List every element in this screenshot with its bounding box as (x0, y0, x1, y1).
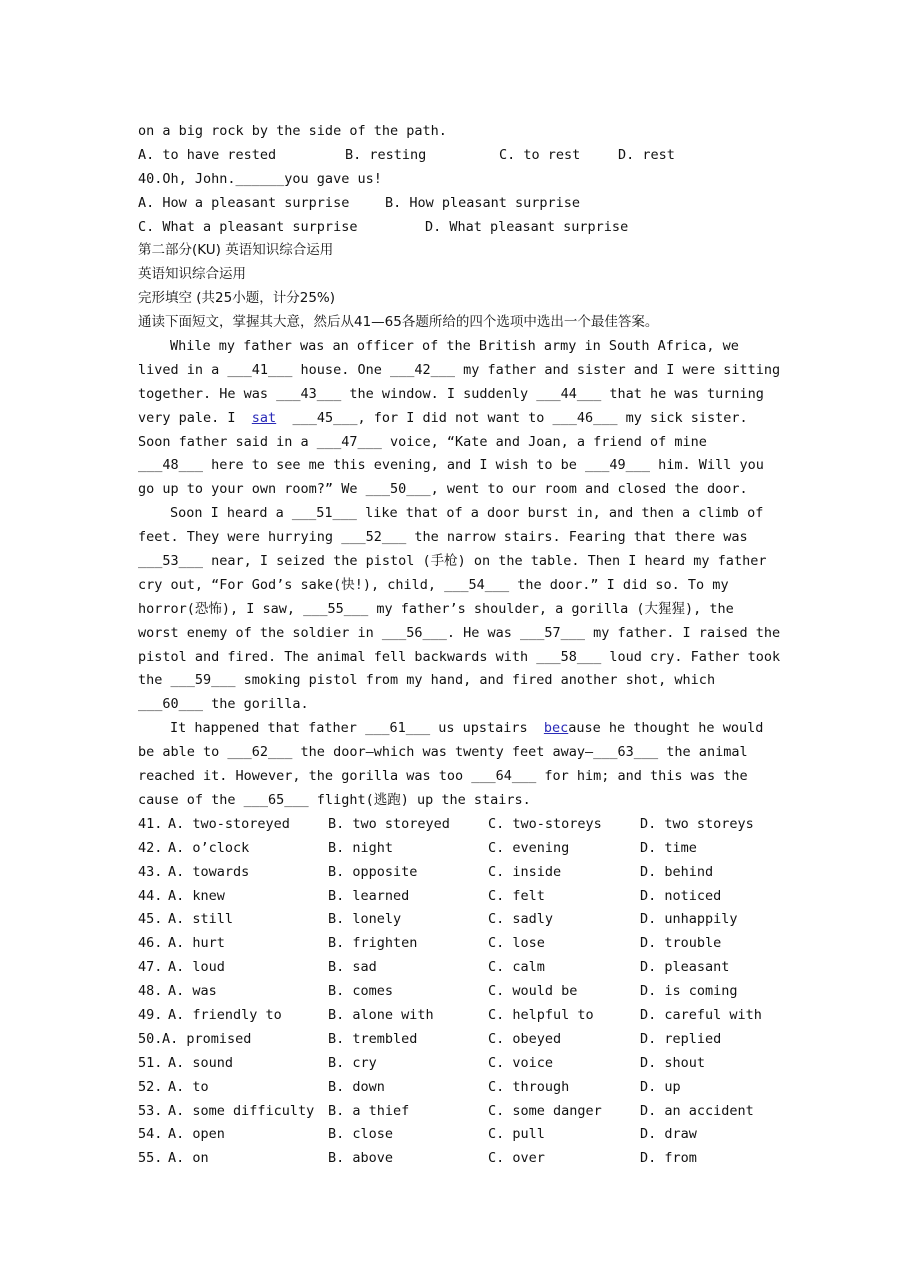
section-part-heading: 第二部分(KU) 英语知识综合运用 (138, 242, 334, 259)
option-a: A. on (168, 1150, 209, 1167)
option-number: 49. (138, 1006, 163, 1023)
option-b: B. opposite (328, 863, 418, 880)
option-a: A. friendly to (168, 1006, 282, 1023)
cloze-instruction: 通读下面短文，掌握其大意，然后从41—65各题所给的四个选项中选出一个最佳答案。 (138, 314, 659, 331)
option-c: C. through (488, 1078, 570, 1095)
option-c: C. obeyed (488, 1030, 562, 1047)
option-number: 42. (138, 839, 163, 856)
because-link[interactable]: bec (543, 720, 569, 737)
passage-line: worst enemy of the soldier in ___56___. He was ___57___ my father. I raised the (138, 624, 781, 641)
q40-stem: 40.Oh, John.______you gave us! (138, 170, 382, 187)
option-b: B. two storeyed (328, 815, 450, 832)
passage-line: horror(恐怖), I saw, ___55___ my father’s shoulder, a gorilla (大猩猩), the (138, 600, 734, 617)
passage-line: ___60___ the gorilla. (138, 696, 309, 713)
option-b: B. sad (328, 959, 377, 976)
option-a: A. two-storeyed (168, 815, 290, 832)
option-b: B. frighten (328, 935, 418, 952)
option-row (138, 908, 788, 932)
passage-line: ___48___ here to see me this evening, and I wish to be ___49___ him. Will you (138, 457, 764, 474)
option-row (138, 1123, 788, 1147)
q39-option-b: B. resting (345, 146, 427, 163)
option-row (138, 813, 788, 837)
option-c: C. two-storeys (488, 815, 602, 832)
option-row (138, 980, 788, 1004)
option-number: 50. (138, 1030, 163, 1047)
option-b: B. close (328, 1126, 394, 1143)
option-c: C. pull (488, 1126, 545, 1143)
passage-line (138, 407, 788, 431)
option-number: 48. (138, 983, 163, 1000)
option-c: C. evening (488, 839, 570, 856)
option-row (138, 932, 788, 956)
option-b: B. a thief (328, 1102, 410, 1119)
option-b: B. learned (328, 887, 410, 904)
q39-options (138, 144, 788, 168)
option-c: C. sadly (488, 911, 554, 928)
option-number: 52. (138, 1078, 163, 1095)
option-d: D. noticed (640, 887, 722, 904)
document-page (138, 120, 788, 1171)
passage-line (138, 717, 788, 741)
passage-line: lived in a ___41___ house. One ___42___ my father and sister and I were sitting (138, 361, 781, 378)
option-d: D. pleasant (640, 959, 730, 976)
passage-line: Soon father said in a ___47___ voice, “Kate and Joan, a friend of mine (138, 433, 707, 450)
q40-option-c: C. What a pleasant surprise (138, 218, 358, 235)
option-b: B. night (328, 839, 394, 856)
option-d: D. trouble (640, 935, 722, 952)
option-c: C. would be (488, 983, 578, 1000)
option-a: A. open (168, 1126, 225, 1143)
passage-line: reached it. However, the gorilla was too ___64___ for him; and this was the (138, 768, 748, 785)
option-row (138, 1028, 788, 1052)
option-row (138, 861, 788, 885)
q39-option-a: A. to have rested (138, 146, 277, 163)
option-a: A. knew (168, 887, 225, 904)
passage-line: together. He was ___43___ the window. I suddenly ___44___ that he was turning (138, 385, 764, 402)
option-c: C. helpful to (488, 1006, 594, 1023)
sat-link[interactable]: sat (251, 409, 277, 426)
option-d: D. an accident (640, 1102, 754, 1119)
option-row (138, 1052, 788, 1076)
q39-option-c: C. to rest (499, 146, 581, 163)
option-a: A. sound (168, 1054, 234, 1071)
cloze-heading: 完形填空 (共25小题，计分25%) (138, 290, 336, 307)
passage-line: cry out, “For God’s sake(快!), child, ___54___ the door.” I did so. To my (138, 576, 729, 593)
option-c: C. calm (488, 959, 545, 976)
option-row (138, 1004, 788, 1028)
option-d: D. up (640, 1078, 681, 1095)
passage-line: go up to your own room?” We ___50___, went to our room and closed the door. (138, 481, 748, 498)
option-b: B. down (328, 1078, 385, 1095)
option-d: D. draw (640, 1126, 697, 1143)
option-d: D. behind (640, 863, 714, 880)
option-b: B. above (328, 1150, 394, 1167)
option-a: A. loud (168, 959, 225, 976)
option-a: A. was (168, 983, 217, 1000)
option-row (138, 1076, 788, 1100)
option-d: D. from (640, 1150, 697, 1167)
option-row (138, 1100, 788, 1124)
option-row (138, 956, 788, 980)
passage-text: very pale. I (138, 409, 252, 426)
option-a: A. to (168, 1078, 209, 1095)
option-number: 55. (138, 1150, 163, 1167)
option-number: 41. (138, 815, 163, 832)
option-a: A. o’clock (168, 839, 250, 856)
option-d: D. two storeys (640, 815, 754, 832)
q40-options-cd (138, 216, 788, 240)
option-d: D. shout (640, 1054, 706, 1071)
option-number: 46. (138, 935, 163, 952)
option-number: 43. (138, 863, 163, 880)
option-d: D. replied (640, 1030, 722, 1047)
option-number: 51. (138, 1054, 163, 1071)
option-a: A. some difficulty (168, 1102, 315, 1119)
q40-option-d: D. What pleasant surprise (425, 218, 629, 235)
passage-line: Soon I heard a ___51___ like that of a door burst in, and then a climb of (170, 505, 764, 522)
option-d: D. careful with (640, 1006, 762, 1023)
passage-line: While my father was an officer of the British army in South Africa, we (170, 338, 739, 355)
section-title: 英语知识综合运用 (138, 266, 246, 283)
option-c: C. over (488, 1150, 545, 1167)
passage-line: the ___59___ smoking pistol from my hand, and fired another shot, which (138, 672, 716, 689)
option-b: B. alone with (328, 1006, 434, 1023)
passage-text: It happened that father ___61___ us upstairs (170, 720, 544, 737)
option-number: 44. (138, 887, 163, 904)
option-b: B. lonely (328, 911, 402, 928)
passage-line: ___53___ near, I seized the pistol (手枪) on the table. Then I heard my father (138, 553, 767, 570)
option-d: D. unhappily (640, 911, 738, 928)
option-b: B. comes (328, 983, 394, 1000)
option-number: 47. (138, 959, 163, 976)
q40-options-ab (138, 192, 788, 216)
q40-option-a: A. How a pleasant surprise (138, 194, 350, 211)
option-row (138, 837, 788, 861)
option-a: A. towards (168, 863, 250, 880)
option-d: D. time (640, 839, 697, 856)
option-a: A. promised (162, 1030, 252, 1047)
q39-option-d: D. rest (618, 146, 675, 163)
option-a: A. hurt (168, 935, 225, 952)
passage-text: ___45___, for I did not want to ___46___ my sick sister. (276, 409, 748, 426)
option-c: C. inside (488, 863, 562, 880)
q39-tail: on a big rock by the side of the path. (138, 123, 447, 139)
option-a: A. still (168, 911, 234, 928)
option-c: C. some danger (488, 1102, 602, 1119)
option-b: B. cry (328, 1054, 377, 1071)
option-c: C. voice (488, 1054, 554, 1071)
option-row (138, 885, 788, 909)
option-number: 45. (138, 911, 163, 928)
option-b: B. trembled (328, 1030, 418, 1047)
passage-line: cause of the ___65___ flight(逃跑) up the stairs. (138, 791, 531, 808)
passage-line: be able to ___62___ the door—which was twenty feet away—___63___ the animal (138, 744, 748, 761)
passage-text: ause he thought he would (568, 720, 764, 737)
q40-option-b: B. How pleasant surprise (385, 194, 581, 211)
option-c: C. felt (488, 887, 545, 904)
options-list (138, 813, 788, 1171)
option-number: 53. (138, 1102, 163, 1119)
option-number: 54. (138, 1126, 163, 1143)
option-c: C. lose (488, 935, 545, 952)
passage-line: feet. They were hurrying ___52___ the narrow stairs. Fearing that there was (138, 529, 748, 546)
passage-line: pistol and fired. The animal fell backwards with ___58___ loud cry. Father took (138, 648, 781, 665)
option-row (138, 1147, 788, 1171)
option-d: D. is coming (640, 983, 738, 1000)
